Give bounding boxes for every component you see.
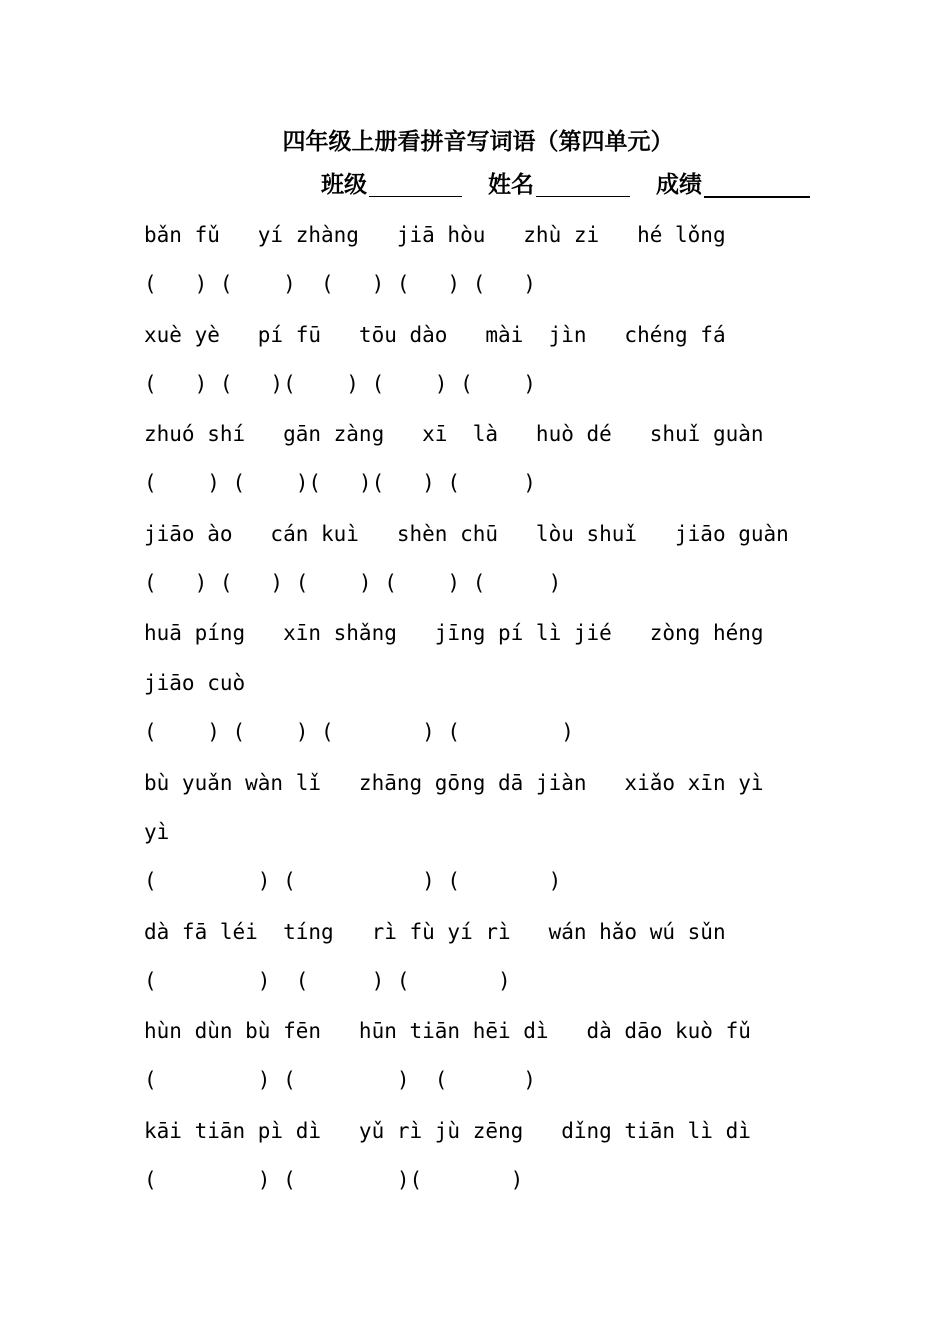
pinyin-line: jiāo ào cán kuì shèn chū lòu shuǐ jiāo guàn	[144, 522, 789, 546]
answer-brackets-line: ( ) ( )( ) ( ) ( )	[144, 372, 536, 396]
pinyin-line: kāi tiān pì dì yǔ rì jù zēng dǐng tiān lì dì	[144, 1119, 751, 1143]
pinyin-line: bù yuǎn wàn lǐ zhāng gōng dā jiàn xiǎo xīn yì	[144, 771, 764, 795]
class-blank[interactable]	[369, 196, 462, 197]
score-blank[interactable]	[704, 196, 810, 198]
answer-brackets-line: ( ) ( ) ( ) ( ) ( )	[144, 272, 536, 296]
answer-brackets-line: ( ) ( )( )( ) ( )	[144, 471, 536, 495]
answer-brackets-line: ( ) ( )( )	[144, 1168, 524, 1192]
worksheet-title: 四年级上册看拼音写词语（第四单元）	[282, 129, 674, 155]
answer-brackets-line: ( ) ( ) ( )	[144, 869, 562, 893]
pinyin-line-continued: yì	[144, 820, 170, 844]
name-blank[interactable]	[536, 196, 630, 197]
answer-brackets-line: ( ) ( ) ( )	[144, 1068, 536, 1092]
pinyin-line: hùn dùn bù fēn hūn tiān hēi dì dà dāo kuò fǔ	[144, 1019, 751, 1043]
pinyin-line: zhuó shí gān zàng xī là huò dé shuǐ guàn	[144, 422, 764, 446]
answer-brackets-line: ( ) ( ) ( )	[144, 969, 511, 993]
answer-brackets-line: ( ) ( ) ( ) ( )	[144, 720, 574, 744]
pinyin-line: xuè yè pí fū tōu dào mài jìn chéng fá	[144, 323, 726, 347]
pinyin-line: bǎn fǔ yí zhàng jiā hòu zhù zi hé lǒng	[144, 223, 726, 247]
answer-brackets-line: ( ) ( ) ( ) ( ) ( )	[144, 571, 562, 595]
pinyin-line-continued: jiāo cuò	[144, 671, 246, 695]
class-label: 班级	[321, 172, 367, 198]
pinyin-line: huā píng xīn shǎng jīng pí lì jié zòng héng	[144, 621, 764, 645]
score-label: 成绩	[656, 172, 702, 198]
pinyin-line: dà fā léi tíng rì fù yí rì wán hǎo wú sǔn	[144, 920, 726, 944]
name-label: 姓名	[488, 172, 534, 198]
